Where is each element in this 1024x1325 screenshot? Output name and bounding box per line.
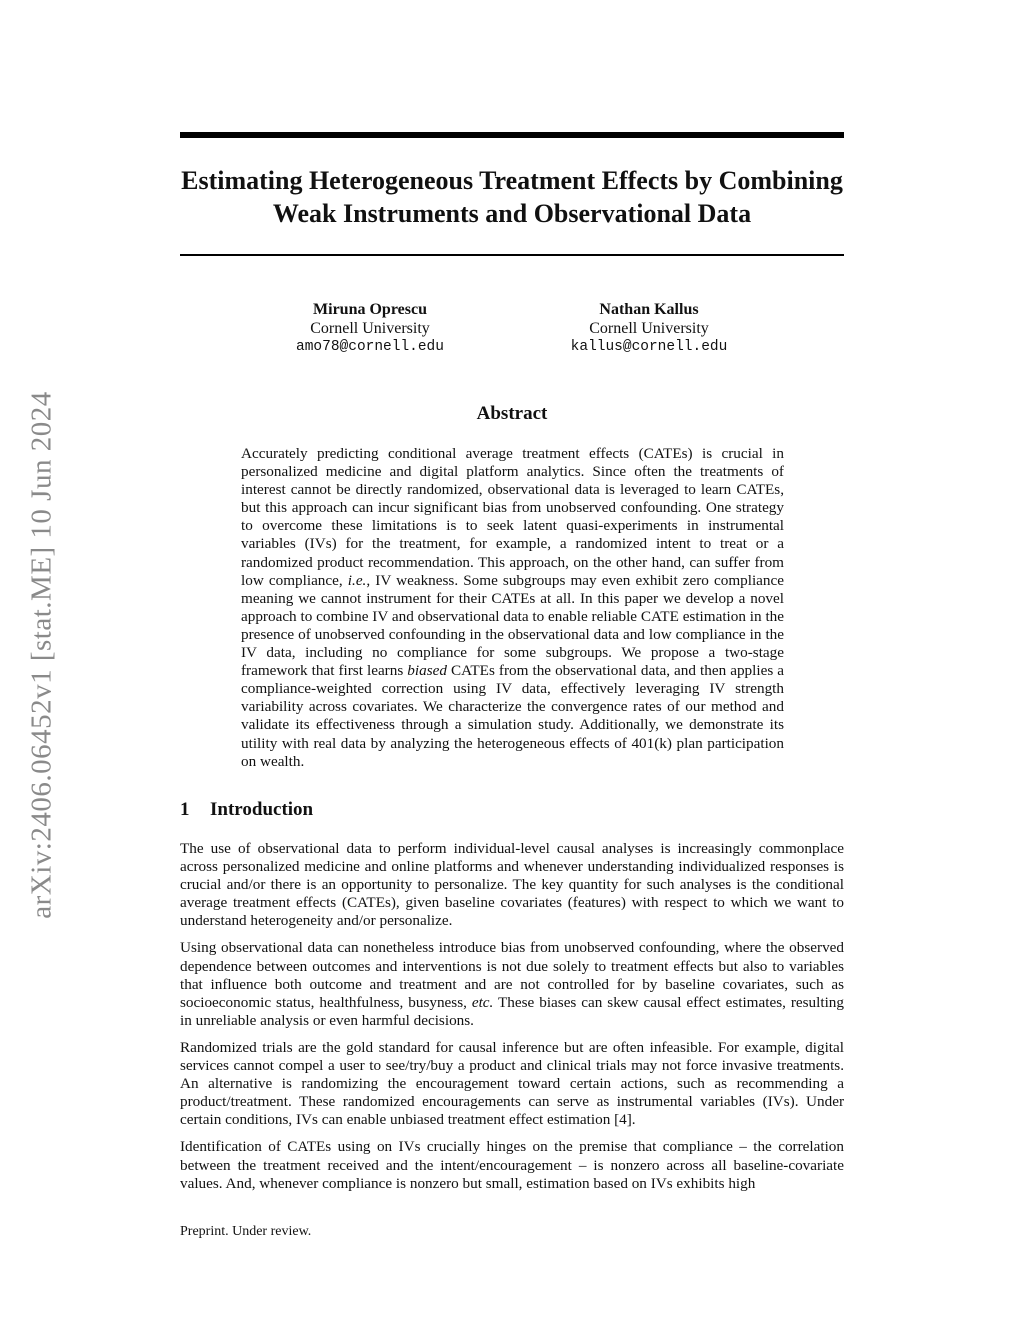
section-number: 1 xyxy=(180,799,190,820)
author-name: Nathan Kallus xyxy=(599,301,699,318)
paper-title: Estimating Heterogeneous Treatment Effects by Combining Weak Instruments and Observational Data xyxy=(181,166,843,228)
author-email: kallus@cornell.edu xyxy=(570,339,728,355)
introduction-body xyxy=(180,840,844,1202)
abstract-biased: biased xyxy=(407,662,447,680)
abstract-text-part: , IV weakness. Some subgroups may even exhibit zero compliance meaning we cannot instrument for their CATEs at all. In this paper we develop a novel approach to combine IV and observational data to enable reliable CATE estimation in the presence of unobserved confounding in the observational data and low compliance in the IV data, including no compliance for some subgroups. We propose a two-stage framework that first learns xyxy=(241,571,785,680)
intro-text-part: These biases can skew causal effect estimates, resulting in unreliable analysis or even harmful decisions. xyxy=(180,993,844,1029)
author-affiliation: Cornell University xyxy=(589,320,709,337)
abstract-heading: Abstract xyxy=(476,403,548,424)
arxiv-identifier: arXiv:2406.06452v1 [stat.ME] 10 Jun 2024 xyxy=(25,391,58,919)
section-title: Introduction xyxy=(210,799,314,820)
intro-paragraph-3: Randomized trials are the gold standard for causal inference but are often infeasible. For example, digital services cannot compel a user to see/try/buy a product and clinical trials may not force invasive treatments. An alternative is randomizing the encouragement toward certain actions, such as recommending a product/treatment. These randomized encouragements can serve as instrumental variables (IVs). Under certain conditions, IVs can enable unbiased treatment effect estimation [4]. xyxy=(180,1038,844,1129)
author-email: amo78@cornell.edu xyxy=(296,339,444,355)
title-rule-top xyxy=(180,132,844,138)
author-block-2 xyxy=(519,300,779,357)
abstract-text-part: Accurately predicting conditional average treatment effects (CATEs) is crucial in personalized medicine and digital platform analytics. Since often the treatments of interest cannot be directly randomized, observational data is leveraged to learn CATEs, but this approach can incur significant bias from unobserved confounding. One strategy to overcome these limitations is to seek latent quasi-experiments in instrumental variables (IVs) for the treatment, for example, a randomized intent to treat or a randomized product recommendation. This approach, on the other hand, can suffer from low compliance, xyxy=(241,445,784,589)
abstract-ie: i.e. xyxy=(347,571,367,589)
section-heading-introduction xyxy=(180,799,313,821)
intro-etc: etc. xyxy=(471,993,494,1011)
author-block-1 xyxy=(240,300,500,357)
intro-paragraph-1: The use of observational data to perform individual-level causal analyses is increasingly commonplace across personalized medicine and online platforms and whenever understanding individualized responses is crucial and/or there is an opportunity to personalize. The key quantity for such analyses is the conditional average treatment effects (CATEs), given baseline covariates (features) with respect to which we want to understand heterogeneity and/or personalize. xyxy=(180,840,844,930)
preprint-footer: Preprint. Under review. xyxy=(180,1224,312,1239)
intro-paragraph-4: Identification of CATEs using on IVs crucially hinges on the premise that compliance – the correlation between the treatment received and the intent/encouragement – is nonzero across all baseline-covariate values. And, whenever compliance is nonzero but small, estimation based on IVs exhibits high xyxy=(180,1138,844,1192)
title-rule-bottom xyxy=(180,254,844,256)
author-affiliation: Cornell University xyxy=(310,320,430,337)
intro-paragraph-2 xyxy=(180,939,844,1029)
abstract-text xyxy=(241,445,784,771)
abstract-text-part: CATEs from the observational data, and then applies a compliance-weighted correction using IV data, effectively leveraging IV strength variability across covariates. We characterize the convergence rates of our method and validate its effectiveness through a simulation study. Additionally, we demonstrate its utility with real data by analyzing the heterogeneous effects of 401(k) plan participation on wealth. xyxy=(241,662,785,770)
author-name: Miruna Oprescu xyxy=(313,301,427,318)
intro-text-part: Using observational data can nonetheless introduce bias from unobserved confounding, where the observed dependence between outcomes and interventions is not due solely to treatment effects but also to variables that influence both outcome and treatment and are not controlled for by baseline covariates, such as socioeconomic status, healthfulness, busyness, xyxy=(180,939,844,1011)
